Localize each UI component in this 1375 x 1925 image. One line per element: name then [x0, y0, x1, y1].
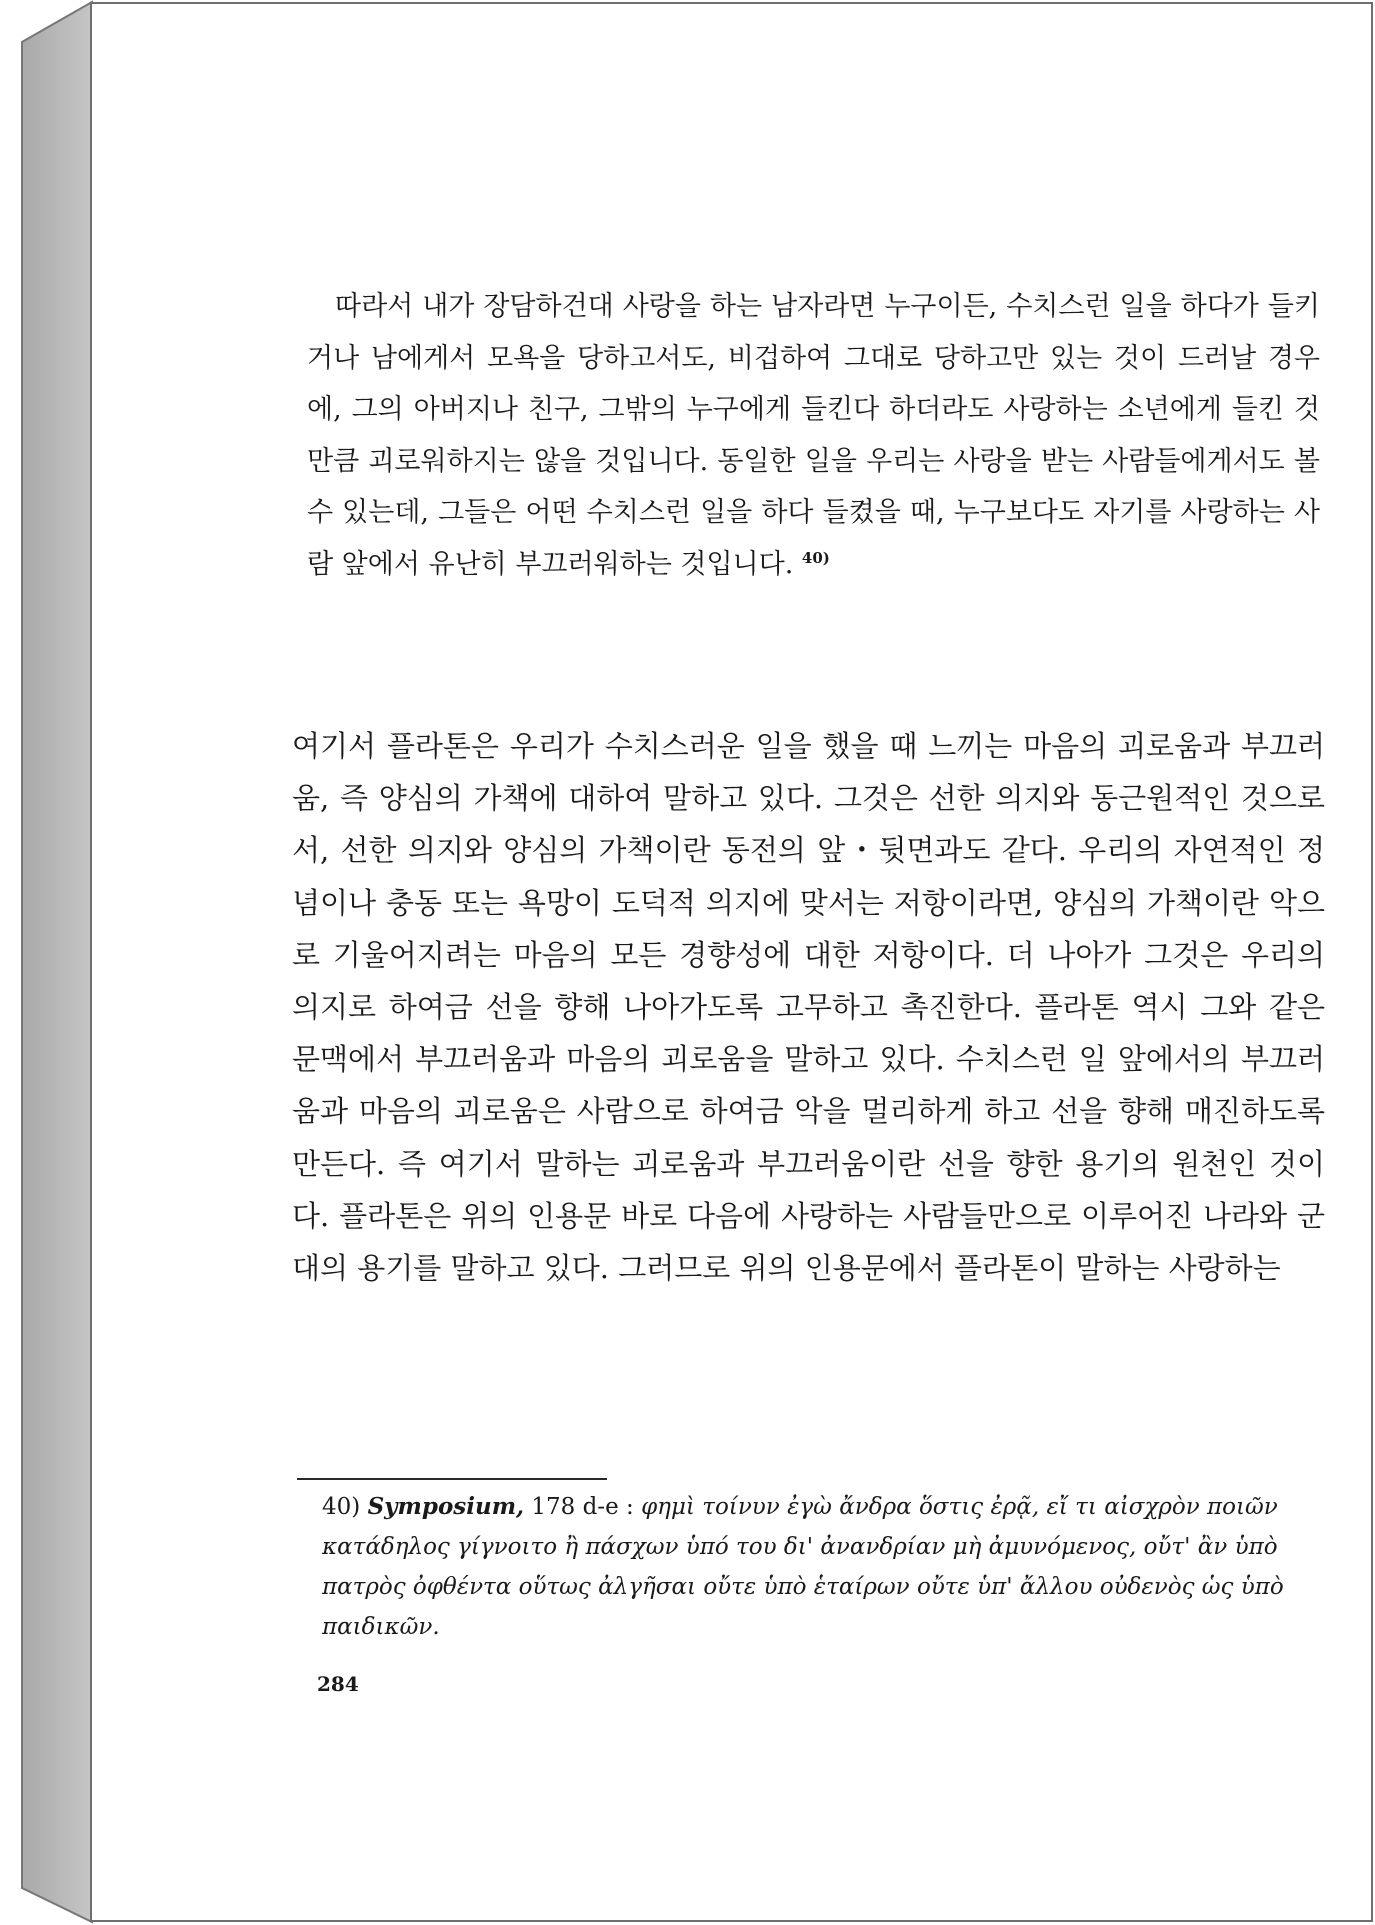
block-quote	[307, 281, 1320, 590]
footnote-divider	[297, 1478, 607, 1480]
footnote-greek-text: φημὶ τοίνυν ἐγὼ ἄνδρα ὅστις ἐρᾷ, εἴ τι αἰσχρὸν ποιῶν κατάδηλος γίγνοιτο ἢ πάσχων ὑπό του δι' ἀνανδρίαν μὴ ἀμυνόμενος, οὔτ' ἂν ὑπὸ πατρὸς ὀφθέντα οὕτως ἀλγῆσαι οὔτε ὑπὸ ἑταίρων οὔτε ὑπ' ἄλλου οὐδενὸς ὡς ὑπὸ παιδικῶν.	[322, 1494, 1284, 1640]
main-paragraph-text: 여기서 플라톤은 우리가 수치스러운 일을 했을 때 느끼는 마음의 괴로움과 부끄러움, 즉 양심의 가책에 대하여 말하고 있다. 그것은 선한 의지와 동근원적인 것으로서, 선한 의지와 양심의 가책이란 동전의 앞・뒷면과도 같다. 우리의 자연적인 정념이나 충동 또는 욕망이 도덕적 의지에 맞서는 저항이라면, 양심의 가책이란 악으로 기울어지려는 마음의 모든 경향성에 대한 저항이다. 더 나아가 그것은 우리의 의지로 하여금 선을 향해 나아가도록 고무하고 촉진한다. 플라톤 역시 그와 같은 문맥에서 부끄러움과 마음의 괴로움을 말하고 있다. 수치스런 일 앞에서의 부끄러움과 마음의 괴로움은 사람으로 하여금 악을 멀리하게 하고 선을 향해 매진하도록 만든다. 즉 여기서 말하는 괴로움과 부끄러움이란 선을 향한 용기의 원천인 것이다. 플라톤은 위의 인용문 바로 다음에 사랑하는 사람들만으로 이루어진 나라와 군대의 용기를 말하고 있다. 그러므로 위의 인용문에서 플라톤이 말하는 사랑하는	[292, 729, 1325, 1286]
footnote-source: Symposium,	[367, 1493, 525, 1520]
footnote-location: 178 d-e :	[531, 1494, 634, 1520]
page-number: 284	[317, 1672, 359, 1696]
footnote	[322, 1487, 1327, 1647]
document-page	[90, 2, 1373, 1922]
book-spine	[0, 0, 100, 1925]
footnote-number: 40)	[322, 1494, 361, 1520]
block-quote-text: 따라서 내가 장담하건대 사랑을 하는 남자라면 누구이든, 수치스런 일을 하다가 들키거나 남에게서 모욕을 당하고서도, 비겁하여 그대로 당하고만 있는 것이 드러날 경우에, 그의 아버지나 친구, 그밖의 누구에게 들킨다 하더라도 사랑하는 소년에게 들킨 것만큼 괴로워하지는 않을 것입니다. 동일한 일을 우리는 사랑을 받는 사람들에게서도 볼 수 있는데, 그들은 어떤 수치스런 일을 하다 들켰을 때, 누구보다도 자기를 사랑하는 사람 앞에서 유난히 부끄러워하는 것입니다.	[307, 291, 1320, 580]
main-paragraph	[292, 720, 1325, 1294]
footnote-reference: 40)	[801, 548, 830, 567]
